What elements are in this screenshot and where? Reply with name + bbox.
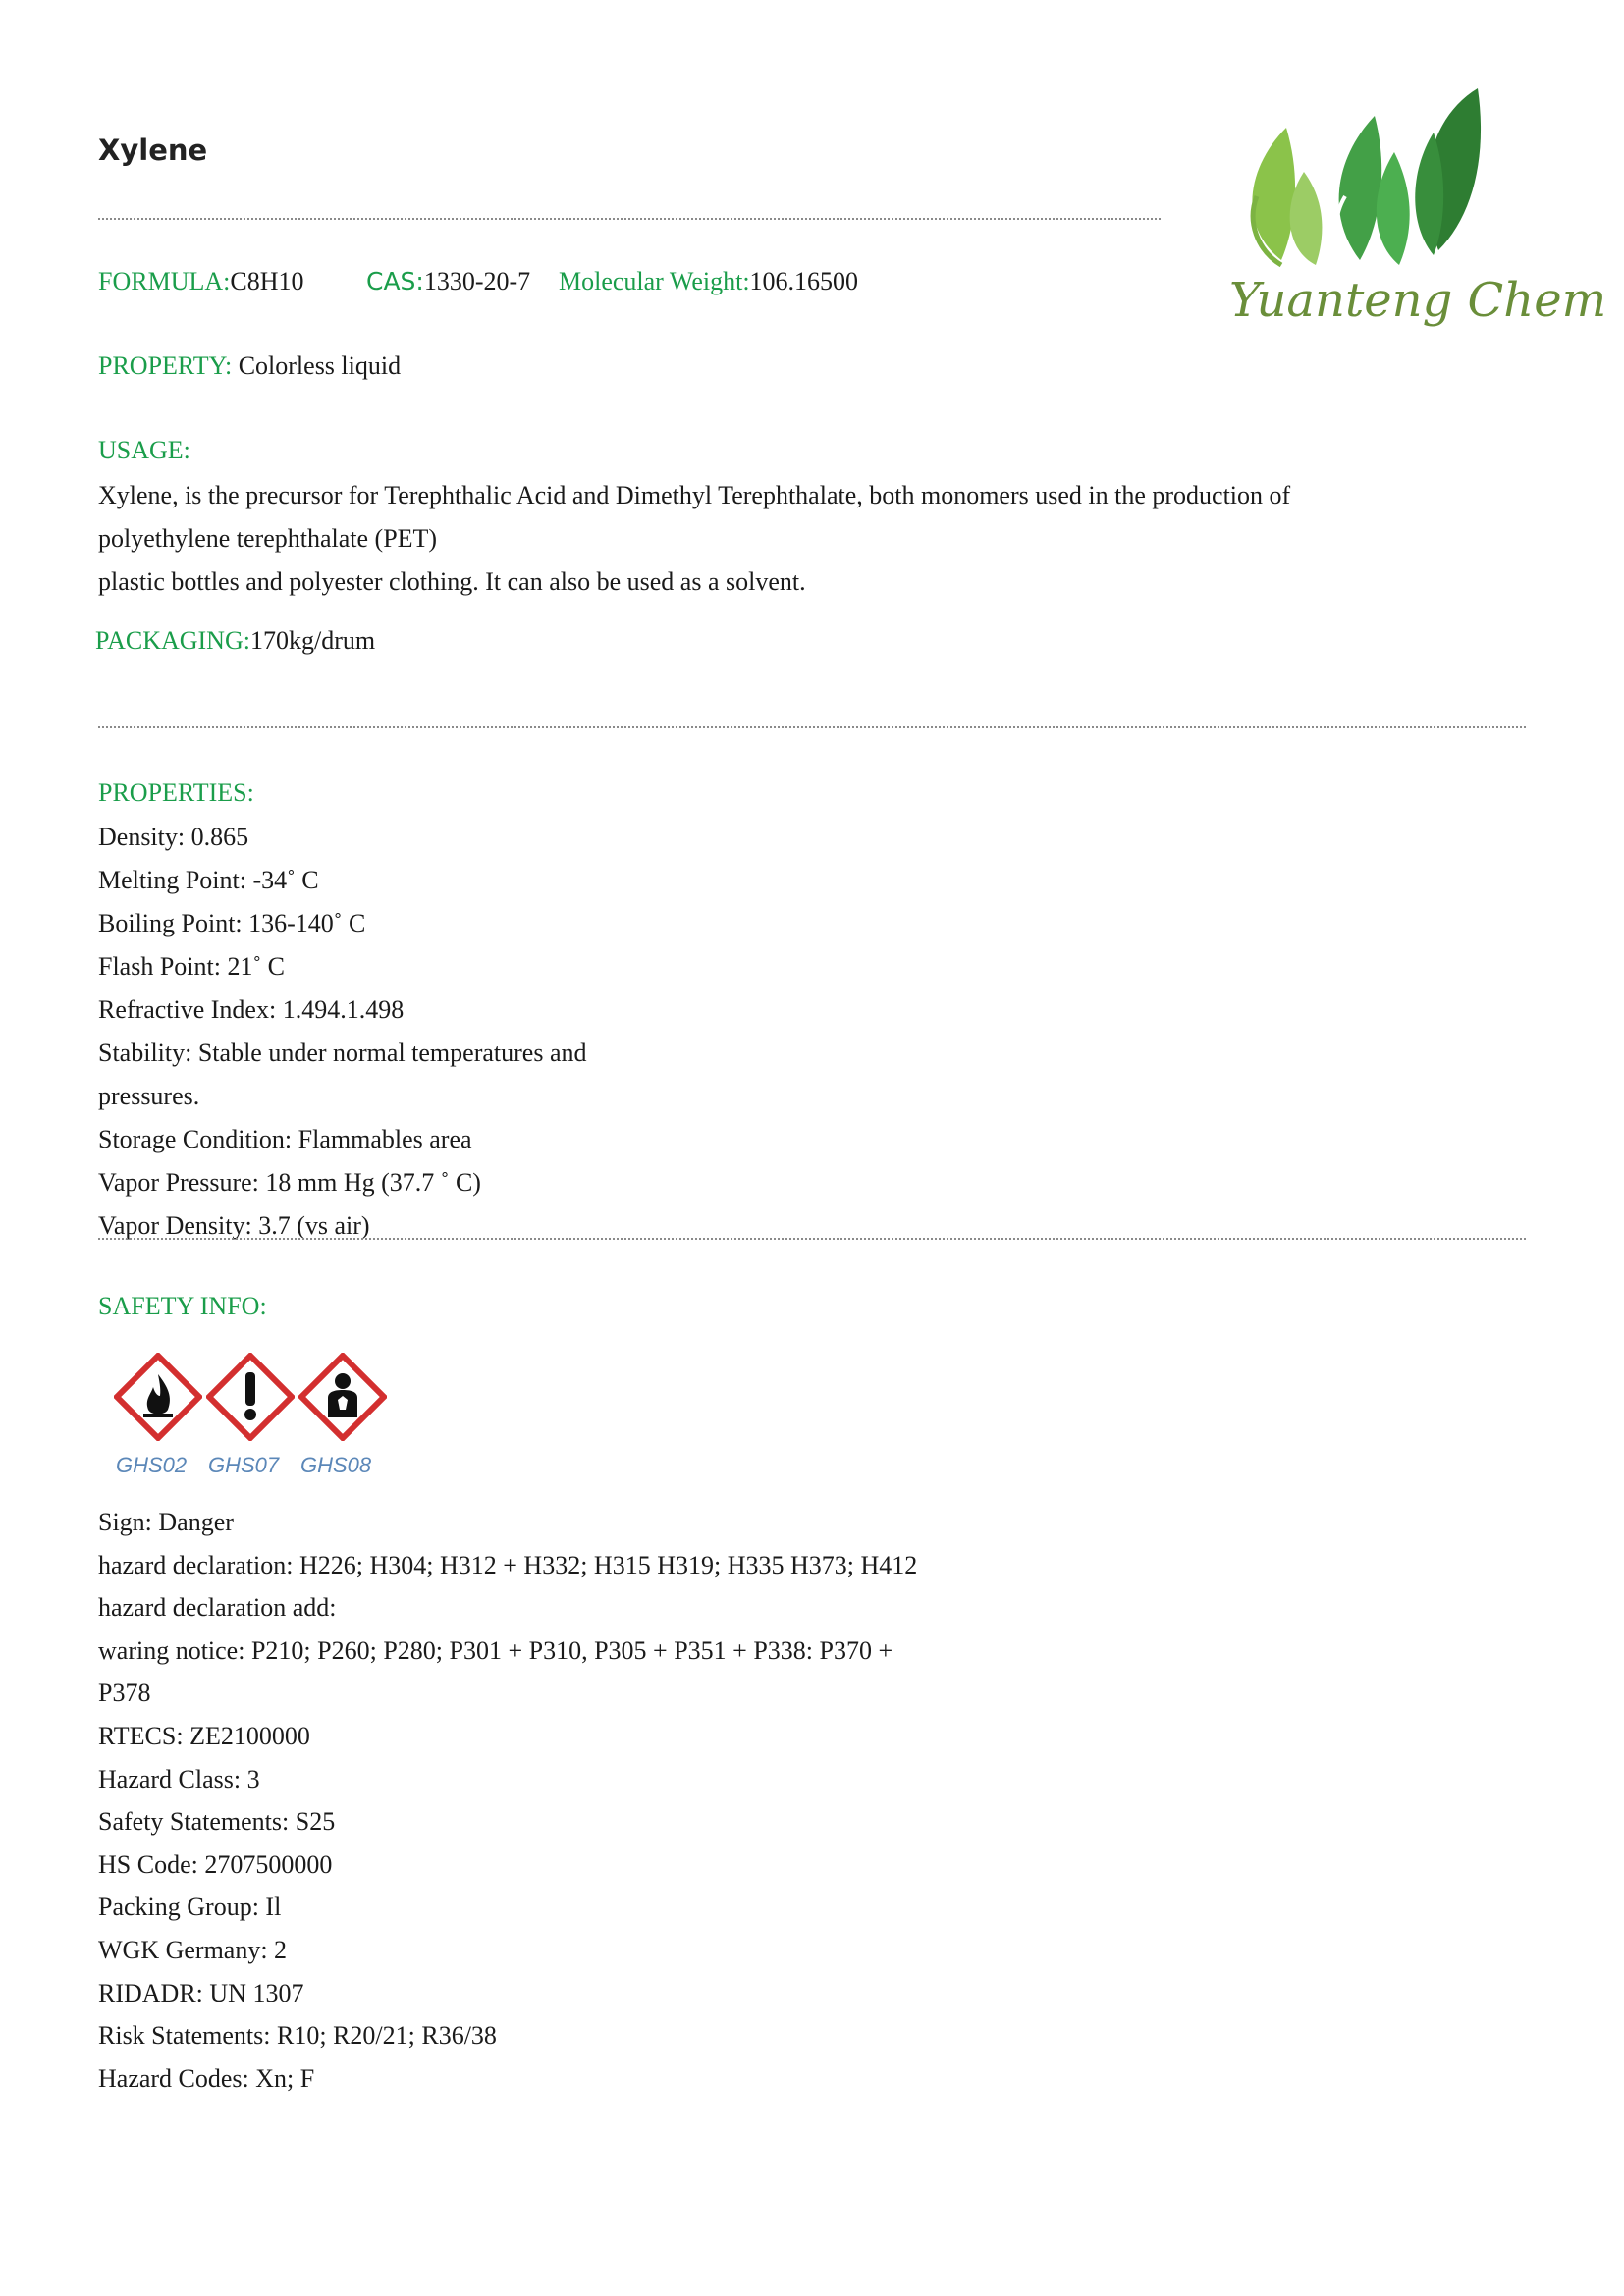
- info-line: Boiling Point: 136-140˚ C: [98, 909, 366, 937]
- info-line: RIDADR: UN 1307: [98, 1978, 304, 2007]
- info-line: Packing Group: Il: [98, 1893, 282, 1922]
- info-line: P378: [98, 1679, 151, 1708]
- info-line: hazard declaration add:: [98, 1593, 337, 1623]
- section-divider: [98, 726, 1526, 728]
- info-line: Hazard Class: 3: [98, 1764, 260, 1793]
- property-label: PROPERTY:: [98, 351, 233, 380]
- info-line: Refractive Index: 1.494.1.498: [98, 995, 405, 1024]
- packaging-row: [95, 626, 375, 656]
- info-line: Sign: Danger: [98, 1508, 234, 1536]
- mw-row: [559, 267, 858, 296]
- info-line: Melting Point: -34˚ C: [98, 866, 319, 894]
- cas-value: 1330-20-7: [423, 267, 531, 295]
- info-line: Storage Condition: Flammables area: [98, 1125, 472, 1153]
- flame-icon: [114, 1353, 202, 1441]
- safety-label: SAFETY INFO:: [98, 1292, 267, 1320]
- ghs-code: GHS08: [300, 1453, 372, 1477]
- usage-line: plastic bottles and polyester clothing. It can also be used as a solvent.: [98, 567, 806, 596]
- info-line: Flash Point: 21˚ C: [98, 952, 285, 981]
- info-line: HS Code: 2707500000: [98, 1849, 333, 1879]
- info-line: Density: 0.865: [98, 823, 249, 851]
- property-value: Colorless liquid: [238, 351, 402, 380]
- ghs-code: GHS02: [116, 1453, 188, 1477]
- info-line: Safety Statements: S25: [98, 1807, 336, 1837]
- info-line: pressures.: [98, 1082, 200, 1110]
- info-line: hazard declaration: H226; H304; H312 + H332; H315 H319; H335 H373; H412: [98, 1550, 918, 1579]
- info-line: RTECS: ZE2100000: [98, 1722, 310, 1750]
- info-line: waring notice: P210; P260; P280; P301 + P310, P305 + P351 + P338: P370 +: [98, 1635, 893, 1665]
- info-line: Stability: Stable under normal temperatures and: [98, 1039, 587, 1067]
- property-row: [98, 351, 401, 381]
- page-title: Xylene: [98, 133, 208, 167]
- usage-line: polyethylene terephthalate (PET): [98, 524, 438, 553]
- info-line: Vapor Pressure: 18 mm Hg (37.7 ˚ C): [98, 1168, 481, 1197]
- section-divider: [98, 1238, 1526, 1240]
- info-line: Vapor Density: 3.7 (vs air): [98, 1211, 370, 1240]
- usage-line: Xylene, is the precursor for Terephthalic Acid and Dimethyl Terephthalate, both monomers used in the production of: [98, 481, 1291, 509]
- formula-value: C8H10: [230, 267, 304, 295]
- mw-value: 106.16500: [749, 267, 859, 295]
- mw-label: Molecular Weight:: [559, 267, 750, 295]
- title-divider: [98, 218, 1161, 220]
- info-line: WGK Germany: 2: [98, 1936, 288, 1964]
- formula-label: FORMULA:: [98, 267, 231, 295]
- info-line: Risk Statements: R10; R20/21; R36/38: [98, 2021, 497, 2051]
- info-line: Hazard Codes: Xn; F: [98, 2063, 315, 2093]
- usage-label: USAGE:: [98, 436, 190, 464]
- properties-label: PROPERTIES:: [98, 778, 254, 807]
- formula-row: [98, 267, 303, 296]
- logo-text: Yuanteng Chem: [1229, 273, 1607, 328]
- ghs-code: GHS07: [208, 1453, 280, 1477]
- cas-label: CAS:: [366, 267, 424, 295]
- packaging-label: PACKAGING:: [95, 626, 250, 655]
- packaging-value: 170kg/drum: [249, 626, 376, 655]
- cas-row: [366, 267, 530, 296]
- exclamation-icon: [206, 1353, 295, 1441]
- health-hazard-icon: [298, 1353, 387, 1441]
